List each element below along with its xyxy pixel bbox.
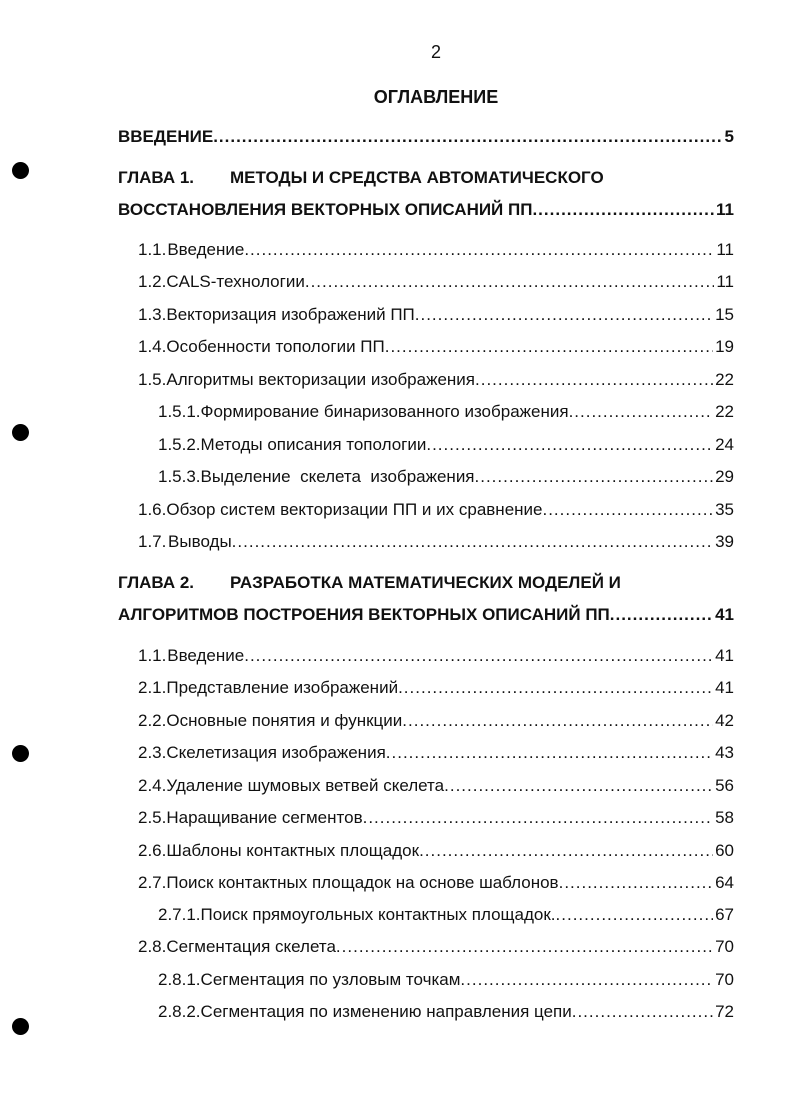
toc-entry-number: 2.2. (138, 711, 167, 730)
toc-entry-label: Наращивание сегментов (166, 808, 363, 827)
toc-leader-dots (475, 467, 714, 487)
toc-entry-number: 1.1. (138, 240, 167, 259)
toc-leader-dots (532, 200, 714, 220)
toc-entry-number: 2.5. (138, 808, 167, 827)
toc-entry-page: 70 (715, 970, 734, 989)
toc-leader-dots (336, 937, 713, 957)
toc-entry-page: 22 (715, 402, 734, 421)
toc-leader-dots (444, 776, 713, 796)
toc-entry-page: 11 (716, 272, 734, 291)
chapter-2-title-line1: РАЗРАБОТКА МАТЕМАТИЧЕСКИХ МОДЕЛЕЙ И (230, 573, 621, 592)
toc-entry-1-5[interactable] (138, 370, 734, 394)
toc-leader-dots (402, 711, 713, 731)
toc-entry-number: 2.8. (138, 937, 167, 956)
toc-entry-1-1[interactable] (138, 240, 734, 264)
toc-entry-1-3[interactable] (138, 305, 734, 329)
toc-leader-dots (305, 272, 715, 292)
toc-entry-label: Алгоритмы векторизации изображения (166, 370, 476, 389)
toc-entry-page: 29 (715, 467, 734, 486)
toc-entry-number: 2.1. (138, 678, 167, 697)
toc-entry-1-5-1[interactable] (158, 402, 734, 426)
toc-entry-label: Выделение скелета изображения (200, 467, 475, 486)
chapter-2-heading[interactable] (118, 573, 621, 593)
toc-leader-dots (556, 905, 714, 925)
toc-entry-label: Векторизация изображений ПП (166, 305, 415, 324)
toc-entry-page: 42 (715, 711, 734, 730)
toc-leader-dots (232, 532, 713, 552)
toc-entry-label: Особенности топологии ПП (166, 337, 385, 356)
toc-entry-page: 41 (715, 678, 734, 697)
toc-entry-page: 11 (716, 240, 734, 259)
chapter-2-number: ГЛАВА 2. (118, 573, 195, 592)
toc-entry-2-8-2[interactable] (158, 1002, 734, 1026)
toc-leader-dots (398, 678, 713, 698)
toc-entry-page: 19 (715, 337, 734, 356)
toc-leader-dots (426, 435, 713, 455)
binder-hole (12, 745, 29, 762)
toc-entry-number: 1.5.2. (158, 435, 201, 454)
toc-entry-label: CALS-технологии (166, 272, 305, 291)
chapter-2-title-line2: АЛГОРИТМОВ ПОСТРОЕНИЯ ВЕКТОРНЫХ ОПИСАНИЙ ПП (118, 605, 610, 624)
toc-leader-dots (460, 970, 713, 990)
toc-entry-number: 2.6. (138, 841, 167, 860)
toc-entry-2-6[interactable] (138, 841, 734, 865)
toc-leader-dots (569, 402, 714, 422)
toc-entry-2-intro[interactable] (138, 646, 734, 670)
toc-entry-number: 1.3. (138, 305, 167, 324)
toc-entry-number: 2.7.1. (158, 905, 201, 924)
toc-entry-page: 58 (715, 808, 734, 827)
toc-entry-label: Формирование бинаризованного изображения (200, 402, 569, 421)
toc-entry-number: 2.8.2. (158, 1002, 201, 1021)
toc-entry-page: 43 (715, 743, 734, 762)
toc-entry-label: Обзор систем векторизации ПП и их сравнение (166, 500, 543, 519)
toc-entry-1-2[interactable] (138, 272, 734, 296)
toc-entry-number: 2.8.1. (158, 970, 201, 989)
toc-entry-page: 41 (715, 646, 734, 665)
toc-entry-2-3[interactable] (138, 743, 734, 767)
toc-entry-number: 1.7. (138, 532, 167, 551)
toc-entry-label: ВВЕДЕНИЕ (118, 127, 214, 146)
toc-entry-label: Введение (167, 240, 245, 259)
toc-entry-label: Поиск прямоугольных контактных площадок. (200, 905, 556, 924)
toc-entry-2-1[interactable] (138, 678, 734, 702)
toc-entry-page: 56 (715, 776, 734, 795)
toc-entry-number: 1.5.1. (158, 402, 201, 421)
toc-leader-dots (244, 240, 714, 260)
page-number: 2 (430, 42, 441, 62)
toc-leader-dots (475, 370, 713, 390)
toc-entry-label: Сегментация по изменению направления цепи (200, 1002, 572, 1021)
chapter-1-heading-line2[interactable] (118, 200, 734, 224)
toc-entry-label: Шаблоны контактных площадок (166, 841, 420, 860)
toc-entry-label: Методы описания топологии (200, 435, 427, 454)
toc-entry-2-5[interactable] (138, 808, 734, 832)
toc-entry-label: Поиск контактных площадок на основе шаблонов (166, 873, 559, 892)
toc-entry-1-4[interactable] (138, 337, 734, 361)
toc-title: ОГЛАВЛЕНИЕ (373, 87, 499, 107)
toc-entry-page: 24 (715, 435, 734, 454)
toc-entry-number: 1.4. (138, 337, 167, 356)
toc-entry-page: 70 (715, 937, 734, 956)
toc-leader-dots (244, 646, 713, 666)
toc-entry-1-5-2[interactable] (158, 435, 734, 459)
toc-entry-1-5-3[interactable] (158, 467, 734, 491)
toc-entry-number: 1.2. (138, 272, 167, 291)
toc-entry-number: 1.6. (138, 500, 167, 519)
toc-entry-label: Представление изображений (166, 678, 399, 697)
toc-entry-page: 15 (715, 305, 734, 324)
toc-entry-page: 22 (715, 370, 734, 389)
toc-entry-number: 2.7. (138, 873, 167, 892)
toc-leader-dots (572, 1002, 713, 1022)
toc-entry-number: 1.5.3. (158, 467, 201, 486)
toc-leader-dots (363, 808, 713, 828)
chapter-2-heading-line2[interactable] (118, 605, 734, 629)
toc-leader-dots (213, 127, 722, 147)
toc-entry-page: 35 (715, 500, 734, 519)
binder-hole (12, 424, 29, 441)
toc-entry-page: 41 (715, 605, 734, 624)
toc-entry-page: 5 (724, 127, 734, 146)
chapter-1-heading[interactable] (118, 168, 604, 188)
toc-entry-label: Основные понятия и функции (166, 711, 403, 730)
toc-entry-2-4[interactable] (138, 776, 734, 800)
toc-entry-label: Введение (167, 646, 245, 665)
toc-entry-number: 2.4. (138, 776, 167, 795)
toc-entry-number: 1.5. (138, 370, 167, 389)
chapter-1-number: ГЛАВА 1. (118, 168, 195, 187)
toc-entry-label: Сегментация скелета (166, 937, 336, 956)
toc-entry-1-7[interactable] (138, 532, 734, 556)
toc-entry-page: 72 (715, 1002, 734, 1021)
toc-leader-dots (385, 337, 713, 357)
toc-leader-dots (386, 743, 713, 763)
toc-entry-2-7[interactable] (138, 873, 734, 897)
toc-entry-label: Сегментация по узловым точкам (200, 970, 461, 989)
toc-entry-page: 39 (715, 532, 734, 551)
toc-leader-dots (542, 500, 713, 520)
chapter-1-title-line2: ВОССТАНОВЛЕНИЯ ВЕКТОРНЫХ ОПИСАНИЙ ПП (118, 200, 533, 219)
toc-leader-dots (610, 605, 713, 625)
toc-entry-2-8-1[interactable] (158, 970, 734, 994)
toc-entry-page: 60 (715, 841, 734, 860)
toc-entry-2-7-1[interactable] (158, 905, 734, 929)
toc-leader-dots (415, 305, 713, 325)
binder-hole (12, 162, 29, 179)
toc-entry-intro[interactable] (118, 127, 734, 151)
toc-entry-page: 67 (715, 905, 734, 924)
toc-leader-dots (419, 841, 713, 861)
chapter-1-title-line1: МЕТОДЫ И СРЕДСТВА АВТОМАТИЧЕСКОГО (230, 168, 604, 187)
toc-entry-number: 1.1. (138, 646, 167, 665)
toc-entry-label: Выводы (168, 532, 232, 551)
toc-entry-number: 2.3. (138, 743, 167, 762)
toc-entry-page: 64 (715, 873, 734, 892)
toc-entry-label: Скелетизация изображения (166, 743, 386, 762)
toc-entry-1-6[interactable] (138, 500, 734, 524)
binder-hole (12, 1018, 29, 1035)
toc-entry-2-8[interactable] (138, 937, 734, 961)
toc-entry-2-2[interactable] (138, 711, 734, 735)
toc-entry-label: Удаление шумовых ветвей скелета (166, 776, 445, 795)
toc-entry-page: 11 (716, 200, 734, 219)
toc-leader-dots (559, 873, 713, 893)
